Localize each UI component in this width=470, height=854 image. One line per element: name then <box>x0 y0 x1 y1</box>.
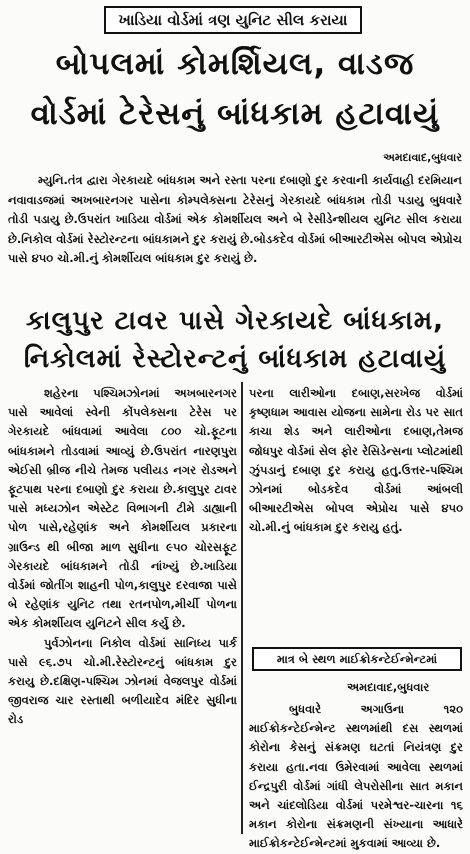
left-paragraph-1: શહેરના પશ્ચિમઝોનમાં અખબારનગર પાસે આવેલાં સ્વેની કોંપલેક્સના ટેરેસ પર ગેરકાયદે બાંધવામાં આવેલા ૮૦૦ ચો.ફૂટના બાંધકામને તોડવામાં આવ્યું છે.ઉપરાંત નારણપુરા એઈસી બ્રીજ નીચે તેમજ પલીયડ નગર રોડઅને ફૂટપાથ પરના દબાણો દુર કરાયા છે.કાલુપુર ટાવર પાસે મધ્યઝોન એસ્ટેટ વિભાગની ટીમે ડાહ્યાની પોળ પાસે,રહેણાંક અને કોમર્શીયલ પ્રકારના ગ્રાઉન્ડ થી બીજા માળ સુધીના ૯૫૦ ચોરસફૂટ ગેરકાયદે બાંધકામને તોડી નાંખ્યું છે.ખાડિયા વોર્ડમાં જોતીંગ શાહની પોળ,કાલુપુર દરવાજા પાસે બે રહેણાંક યુનિટ તથા રતનપોળ,મીર્ચી પોળના એક કોમર્શીયલ યુનિટને સીલ કર્યુ છે. <box>8 386 237 631</box>
column-divider <box>241 382 243 834</box>
headline-line-2: વોર્ડમાં ટેરેસનું બાંધકામ હટાવાયું <box>30 96 440 132</box>
box-dateline: અમદાવાદ,બુધવાર <box>347 680 430 694</box>
lead-paragraph: મ્યુનિ.તંત્ર દ્વારા ગેરકાયદે બાંધકામ અને રસ્તા પરના દબાણો દુર કરવાની કાર્યવાહી દરમિયાન નવાવાડજમાં અખબારનગર પાસેના કોમ્પલેક્સના ટેરેસનું ગેરકાયદે બાંધકામ તોડી પડાયુ બુધવારે તોડી પડાયુ છે.ઉપરાંત ખાડિયા વોર્ડમાં એક કોમર્શીયલ અને બે રેસીડેન્શીયલ યુનિટ સીલ કરાયા છે.નિકોલ વોર્ડમાં રેસ્ટોરન્ટના બાંધકામને દુર કરાયું છે.બોડકદેવ વોર્ડમાં બીઆરટીએસ બોપલ એપ્રોચ પાસે ૪૫૦ ચો.મી.નું કોમર્શીયલ બાંધકામ દુર કરાયું છે. <box>8 173 462 265</box>
box-body: બુધવારે અગાઉના ૧૨૦ માઈક્રોકન્ટેઈન્મેન્ટ સ્થળમાંથી દસ સ્થળમાં કોરોના કેસનું સંક્રમણ ઘટતાં નિયંત્રણ દુર કરાયા હતા.નવા ઉમેરવામાં આવેલા સ્થળમાં ઈન્દ્રપુરી વોર્ડમાં ગાંધી લેપરોસીના સાત મકાન અને ચાંદલોડિયા વોર્ડમાં પરમેશ્વર-ચારના ૧૬ મકાન કોરોના સંક્રમણની સંખ્યાના આધારે માઈક્રોકન્ટેઈન્મેન્ટમાં મુકવામાં આવ્યા છે. <box>249 702 463 851</box>
left-column <box>8 384 237 834</box>
left-paragraph-2: પુર્વઝોનના નિકોલ વોર્ડમાં સાનિધ્ય પાર્ક પાસે ૯૬.૭૫ ચો.મી.રેસ્ટોરન્ટનું બાંધકામ દુર કરાયુ છે.દક્ષિણ-પશ્ચિમ ઝોનમાં વેજલપુર વોર્ડમાં જીવરાજ ચાર રસ્તાથી બળીયાદેવ મંદિર સુધીના રોડ <box>8 635 237 727</box>
right-column-top: પરના લારીઓના દબાણ,સરખેજ વોર્ડમાં કૃષ્ણધામ આવાસ યોજના સામેના રોડ પર સાત કાચા શેડ અને લારીઓના દબાણ,તેમજ જોધપુર વોર્ડમાં સેલ ફોર રેસિડેન્સના પ્લોટમાંથી ઝુંપડાનું દબાણ દુર કરાયુ હતુ.ઉત્તર-પશ્ચિમ ઝોનમાં બોડકદેવ વોર્ડમાં આંબલી બીઆરટીએસ બોપલ એપ્રોચ પાસે ૪૫૦ ચો.મી.નું બાંધકામ દુર કરાયુ હતું. <box>249 386 463 535</box>
subheadline-line-2: નિકોલમાં રેસ્ટોરન્ટનું બાંધકામ હટાવાયું <box>23 344 447 374</box>
box-title: માત્ર બે સ્થળ માઈક્રોકન્ટેઈન્મેન્ટમાં <box>252 647 462 671</box>
headline-line-1: બોપલમાં કોમર્શિયલ, વાડજ <box>55 46 415 82</box>
kicker-box: ખાડિયા વોર્ડમાં ત્રણ યુનિટ સીલ કરાયા <box>104 6 362 34</box>
dateline: અમદાવાદ,બુધવાર <box>383 151 462 164</box>
subheadline-line-1: કાલુપુર ટાવર પાસે ગેરકાયદે બાંધકામ, <box>25 306 445 336</box>
